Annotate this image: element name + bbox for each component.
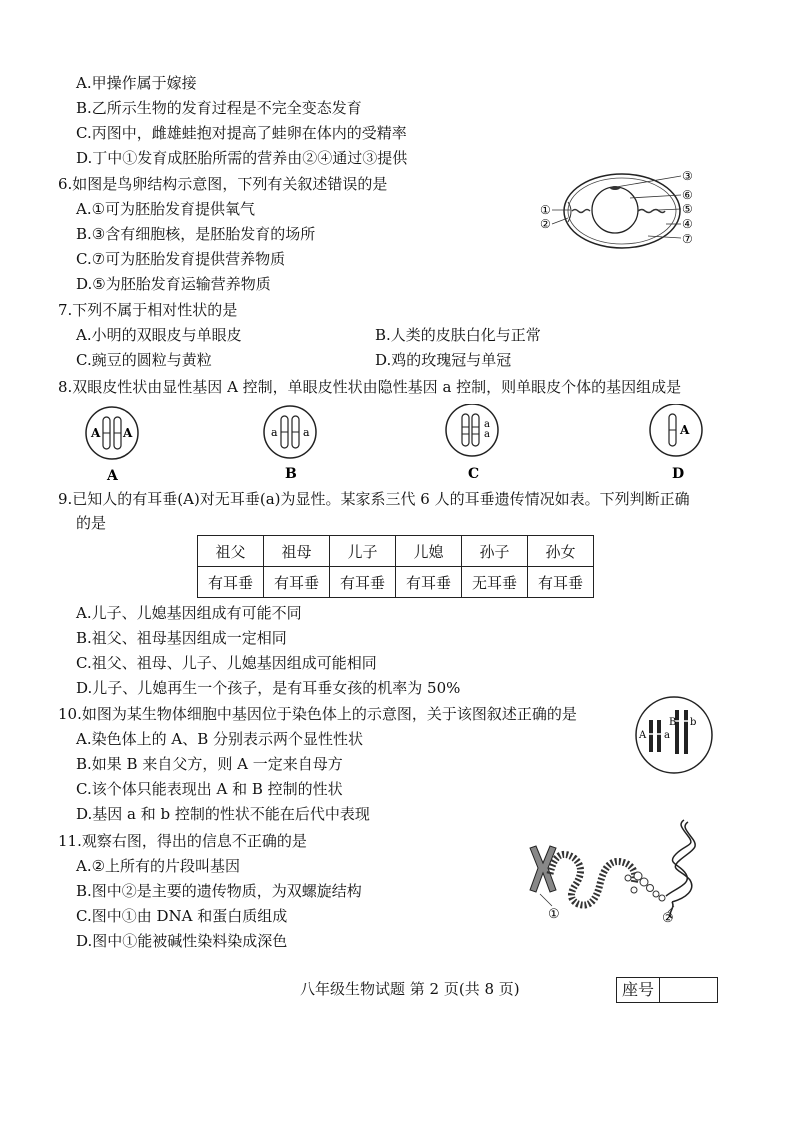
table-header-cell: 祖母 [264, 536, 330, 567]
q8-d-letter: D [672, 466, 685, 482]
egg-label-6: ⑥ [682, 188, 693, 202]
chromo-label-B: B [669, 717, 677, 728]
q9-option-c: C.祖父、祖母、儿子、儿媳基因组成可能相同 [76, 654, 377, 672]
q9-option-a: A.儿子、儿媳基因组成有可能不同 [76, 604, 302, 622]
table-cell: 有耳垂 [396, 567, 462, 598]
table-header-cell: 儿媳 [396, 536, 462, 567]
q8-a-gene-left: A [91, 426, 101, 440]
q8-c-gene-top: a [484, 419, 490, 430]
egg-label-5: ⑤ [682, 202, 693, 216]
egg-label-2: ② [540, 217, 551, 231]
q9-option-b: B.祖父、祖母基因组成一定相同 [76, 629, 287, 647]
q7-option-c: C.豌豆的圆粒与黄粒 [76, 351, 212, 369]
ear-lobe-table [197, 535, 594, 598]
q8-choice-c-figure [444, 404, 508, 486]
table-cell: 有耳垂 [198, 567, 264, 598]
q5-option-a: A.甲操作属于嫁接 [76, 74, 197, 92]
table-cell: 有耳垂 [330, 567, 396, 598]
q9-option-d: D.儿子、儿媳再生一个孩子，是有耳垂女孩的机率为 50% [76, 679, 461, 697]
bird-egg-figure [538, 166, 698, 256]
page-footer: 八年级生物试题 第 2 页(共 8 页) [300, 980, 520, 998]
q9-stem-line1: 9.已知人的有耳垂(A)对无耳垂(a)为显性。某家系三代 6 人的耳垂遗传情况如表。下列判断正确 [58, 490, 690, 508]
q10-option-c: C.该个体只能表现出 A 和 B 控制的性状 [76, 780, 343, 798]
q7-option-a: A.小明的双眼皮与单眼皮 [76, 326, 242, 344]
q11-option-c: C.图中①由 DNA 和蛋白质组成 [76, 907, 288, 925]
q8-c-gene-bottom: a [484, 429, 490, 440]
table-cell: 有耳垂 [264, 567, 330, 598]
chromo-label-a: a [664, 730, 670, 741]
chromosome-gene-figure [632, 694, 716, 776]
q11-option-d: D.图中①能被碱性染料染成深色 [76, 932, 288, 950]
dna-fig-label-1: ① [548, 907, 560, 922]
q8-b-gene-right: a [303, 426, 310, 439]
q6-option-b: B.③含有细胞核，是胚胎发育的场所 [76, 225, 316, 243]
egg-label-3: ③ [682, 169, 693, 183]
q9-stem-line2: 的是 [76, 514, 107, 532]
egg-yolk [592, 187, 638, 233]
seat-label: 座号 [617, 978, 660, 1002]
q5-option-b: B.乙所示生物的发育过程是不完全变态发育 [76, 99, 362, 117]
q10-stem: 10.如图为某生物体细胞中基因位于染色体上的示意图，关于该图叙述正确的是 [58, 705, 577, 723]
q8-b-gene-left: a [271, 426, 278, 439]
q10-option-b: B.如果 B 来自父方，则 A 一定来自母方 [76, 755, 343, 773]
q8-choice-b-figure [258, 404, 322, 486]
seat-number-field[interactable] [660, 978, 717, 1002]
dna-fig-label-2: ② [662, 911, 674, 926]
table-header-row [198, 536, 594, 567]
seat-number-box [616, 977, 718, 1003]
q5-option-d: D.丁中①发育成胚胎所需的营养由②④通过③提供 [76, 149, 408, 167]
q6-option-c: C.⑦可为胚胎发育提供营养物质 [76, 250, 286, 268]
table-header-cell: 祖父 [198, 536, 264, 567]
table-header-cell: 儿子 [330, 536, 396, 567]
chromo-label-A: A [639, 730, 647, 741]
q8-b-letter: B [285, 466, 297, 482]
egg-label-4: ④ [682, 217, 693, 231]
chalaza-left [572, 210, 590, 213]
q7-option-b: B.人类的皮肤白化与正常 [375, 326, 541, 344]
q8-stem: 8.双眼皮性状由显性基因 A 控制，单眼皮性状由隐性基因 a 控制，则单眼皮个体的基因组成是 [58, 378, 682, 396]
egg-label-1: ① [540, 203, 551, 217]
q6-option-a: A.①可为胚胎发育提供氧气 [76, 200, 256, 218]
table-header-cell: 孙女 [528, 536, 594, 567]
q6-option-d: D.⑤为胚胎发育运输营养物质 [76, 275, 271, 293]
table-cell: 无耳垂 [462, 567, 528, 598]
q8-choice-d-figure [644, 404, 708, 486]
q10-option-a: A.染色体上的 A、B 分别表示两个显性性状 [76, 730, 363, 748]
q8-c-letter: C [468, 466, 480, 482]
chromosome-dna-figure [516, 818, 716, 926]
q8-choice-a-figure [80, 404, 144, 486]
q10-option-d: D.基因 a 和 b 控制的性状不能在后代中表现 [76, 805, 370, 823]
table-row [198, 567, 594, 598]
q8-a-gene-right: A [123, 426, 133, 440]
table-header-cell: 孙子 [462, 536, 528, 567]
q7-option-d: D.鸡的玫瑰冠与单冠 [375, 351, 512, 369]
q11-option-a: A.②上所有的片段叫基因 [76, 857, 241, 875]
q11-stem: 11.观察右图，得出的信息不正确的是 [58, 832, 307, 850]
q11-option-b: B.图中②是主要的遗传物质，为双螺旋结构 [76, 882, 362, 900]
q5-option-c: C.丙图中，雌雄蛙抱对提高了蛙卵在体内的受精率 [76, 124, 407, 142]
chromo-label-b: b [690, 717, 697, 728]
q8-d-gene-right: A [680, 423, 690, 437]
chromatin-coil [550, 854, 635, 905]
egg-label-7: ⑦ [682, 232, 693, 246]
q6-stem: 6.如图是鸟卵结构示意图，下列有关叙述错误的是 [58, 175, 388, 193]
table-cell: 有耳垂 [528, 567, 594, 598]
q8-a-letter: A [107, 468, 118, 484]
q7-stem: 7.下列不属于相对性状的是 [58, 301, 238, 319]
